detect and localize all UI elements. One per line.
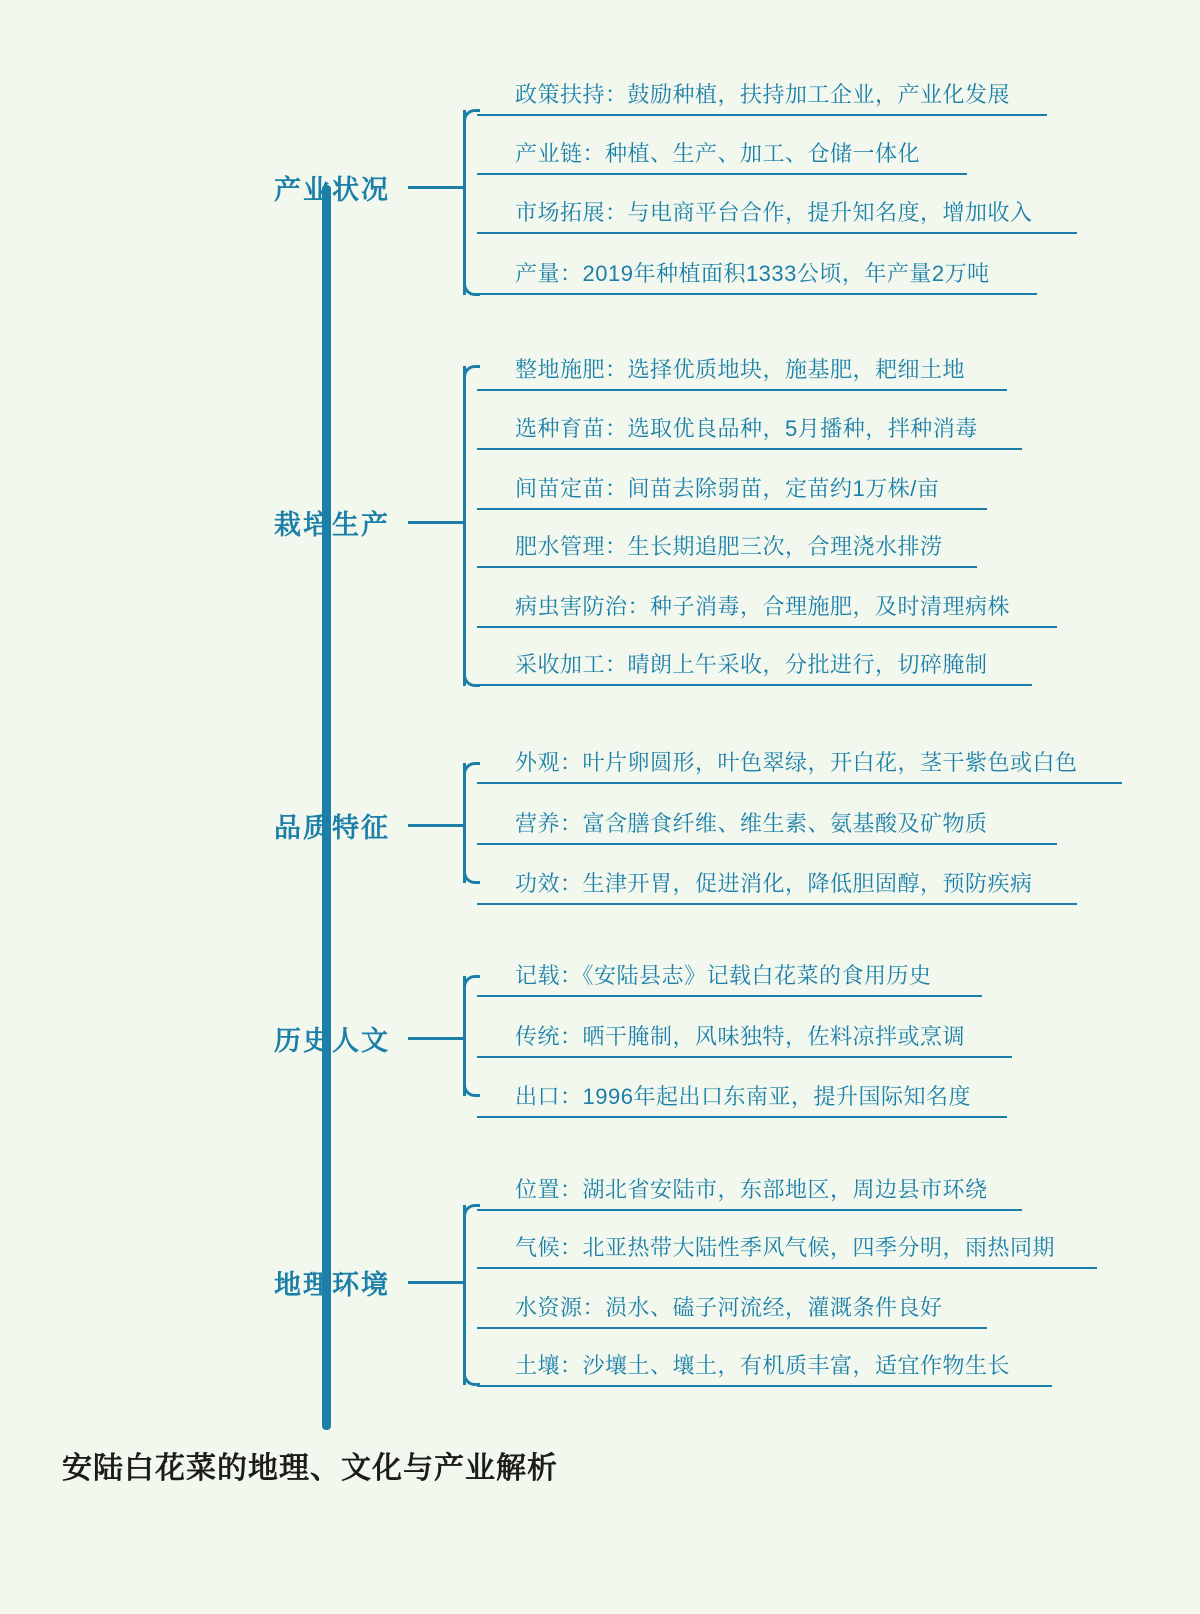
branch-item[interactable]: 产业链：种植、生产、加工、仓储一体化 [477, 131, 967, 175]
branch-item[interactable]: 外观：叶片卵圆形，叶色翠绿，开白花，茎干紫色或白色 [477, 740, 1122, 784]
branch-item[interactable]: 采收加工：晴朗上午采收，分批进行，切碎腌制 [477, 642, 1032, 686]
branch-item[interactable]: 间苗定苗：间苗去除弱苗，定苗约1万株/亩 [477, 466, 987, 510]
branch-item[interactable]: 市场拓展：与电商平台合作，提升知名度，增加收入 [477, 190, 1077, 234]
branch-item[interactable]: 位置：湖北省安陆市，东部地区，周边县市环绕 [477, 1167, 1022, 1211]
branch-connector [408, 521, 463, 524]
diagram-title: 安陆白花菜的地理、文化与产业解析 [62, 1452, 558, 1485]
branch-item[interactable]: 整地施肥：选择优质地块，施基肥，耙细土地 [477, 347, 1007, 391]
branch-sub-spine [463, 366, 466, 686]
branch-sub-spine [463, 110, 466, 295]
branch-label[interactable]: 栽培生产 [274, 510, 390, 540]
branch-item[interactable]: 营养：富含膳食纤维、维生素、氨基酸及矿物质 [477, 801, 1057, 845]
branch-connector [408, 1037, 463, 1040]
branch-item[interactable]: 传统：晒干腌制，风味独特，佐料凉拌或烹调 [477, 1014, 1012, 1058]
branch-connector [408, 1281, 463, 1284]
branch-item[interactable]: 选种育苗：选取优良品种，5月播种，拌种消毒 [477, 406, 1022, 450]
branch-sub-spine [463, 976, 466, 1096]
branch-item[interactable]: 肥水管理：生长期追肥三次，合理浇水排涝 [477, 524, 977, 568]
branch-sub-spine [463, 763, 466, 883]
branch-item[interactable]: 气候：北亚热带大陆性季风气候，四季分明，雨热同期 [477, 1225, 1097, 1269]
branch-label[interactable]: 品质特征 [274, 813, 390, 843]
branch-item[interactable]: 记载：《安陆县志》记载白花菜的食用历史 [477, 953, 982, 997]
branch-connector [408, 824, 463, 827]
branch-connector [408, 186, 463, 189]
branch-label[interactable]: 历史人文 [274, 1026, 390, 1056]
branch-item[interactable]: 功效：生津开胃，促进消化，降低胆固醇，预防疾病 [477, 861, 1077, 905]
branch-item[interactable]: 政策扶持：鼓励种植，扶持加工企业，产业化发展 [477, 72, 1047, 116]
branch-label[interactable]: 产业状况 [274, 175, 390, 205]
branch-item[interactable]: 水资源：涢水、磕子河流经，灌溉条件良好 [477, 1285, 987, 1329]
branch-sub-spine [463, 1205, 466, 1385]
branch-label[interactable]: 地理环境 [274, 1270, 390, 1300]
branch-item[interactable]: 出口：1996年起出口东南亚，提升国际知名度 [477, 1074, 1007, 1118]
branch-item[interactable]: 病虫害防治：种子消毒，合理施肥，及时清理病株 [477, 584, 1057, 628]
branch-item[interactable]: 土壤：沙壤土、壤土，有机质丰富，适宜作物生长 [477, 1343, 1052, 1387]
branch-item[interactable]: 产量：2019年种植面积1333公顷，年产量2万吨 [477, 251, 1037, 295]
